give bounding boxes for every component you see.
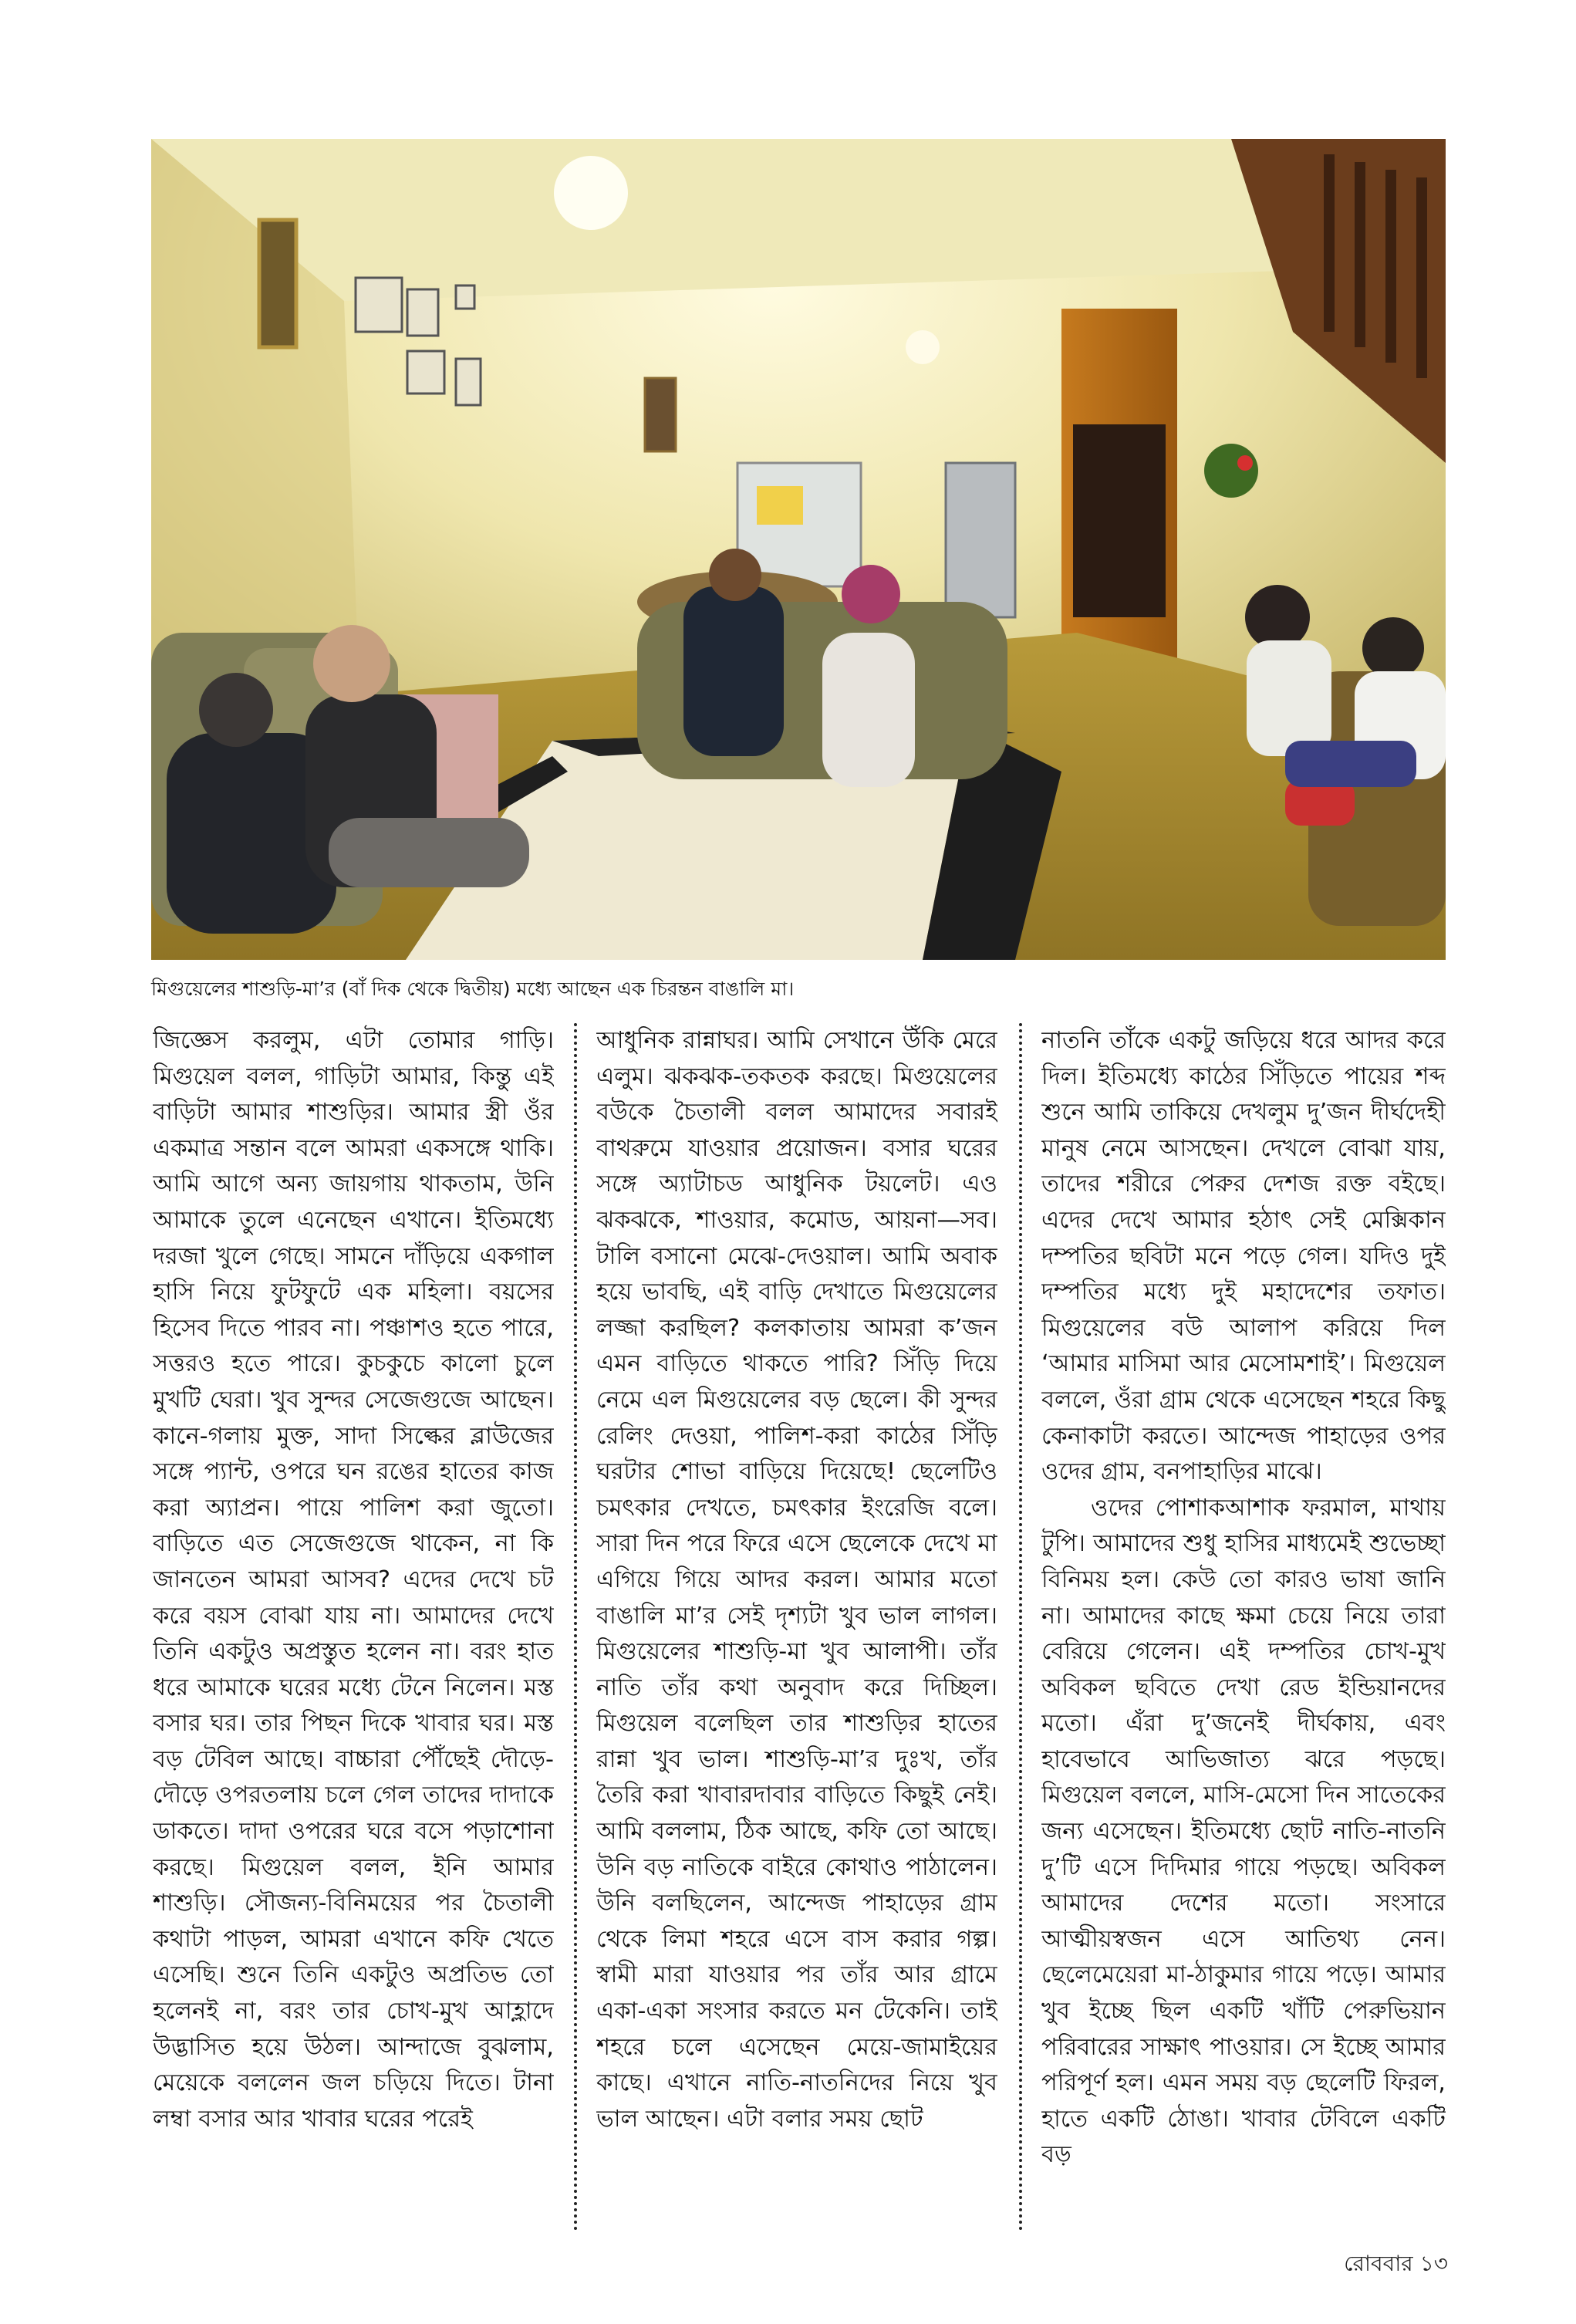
paragraph: নাতনি তাঁকে একটু জড়িয়ে ধরে আদর করে দিল। ইতিমধ্যে কাঠের সিঁড়িতে পায়ের শব্দ শুনে আমি তাকিয়ে দেখলুম দু’জন দীর্ঘদেহী মানুষ নেমে আসছেন। দেখলে বোঝা যায়, তাদের শরীরে পেরুর দেশজ রক্ত বইছে। এদের দেখে আমার হঠাৎ সেই মেক্সিকান দম্পতির ছবিটা মনে পড়ে গেল। যদিও দুই দম্পতির মধ্যে দুই মহাদেশের তফাত। মিগুয়েলের বউ আলাপ করিয়ে দিল ‘আমার মাসিমা আর মেসোমশাই’। মিগুয়েল বললে, ওঁরা গ্রাম থেকে এসেছেন শহরে কিছু কেনাকাটা করতে। আন্দেজ পাহাড়ের ওপর ওদের গ্রাম, বনপাহাড়ির মাঝে। (1041, 1027, 1446, 1486)
page-footer: রোববার ১৩ (1344, 2251, 1448, 2276)
article-column-1 (153, 1023, 554, 2234)
paragraph: ওদের পোশাকআশাক ফরমাল, মাথায় টুপি। আমাদের শুধু হাসির মাধ্যমেই শুভেচ্ছা বিনিময় হল। কেউ তো কারও ভাষা জানি না। আমাদের কাছে ক্ষমা চেয়ে নিয়ে তারা বেরিয়ে গেলেন। এই দম্পতির চোখ-মুখ অবিকল ছবিতে দেখা রেড ইন্ডিয়ানদের মতো। এঁরা দু’জনেই দীর্ঘকায়, এবং হাবেভাবে আভিজাত্য ঝরে পড়ছে। মিগুয়েল বললে, মাসি-মেসো দিন সাতেকের জন্য এসেছেন। ইতিমধ্যে ছোট নাতি-নাতনি দু’টি এসে দিদিমার গায়ে পড়ছে। অবিকল আমাদের দেশের মতো। সংসারে আত্মীয়স্বজন এসে আতিথ্য নেন। ছেলেমেয়েরা মা-ঠাকুমার গায়ে পড়ে। আমার খুব ইচ্ছে ছিল একটি খাঁটি পেরুভিয়ান পরিবারের সাক্ষাৎ পাওয়ার। সে ইচ্ছে আমার পরিপূর্ণ হল। এমন সময় বড় ছেলেটি ফিরল, হাতে একটি ঠোঙা। খাবার টেবিলে একটি বড় (1041, 1494, 1446, 2169)
article-column-2 (596, 1023, 997, 2234)
article-column-3 (1041, 1023, 1446, 2234)
paragraph: জিজ্ঞেস করলুম, এটা তোমার গাড়ি। মিগুয়েল বলল, গাড়িটা আমার, কিন্তু এই বাড়িটা আমার শাশুড়ির। আমার স্ত্রী ওঁর একমাত্র সন্তান বলে আমরা একসঙ্গে থাকি। আমি আগে অন্য জায়গায় থাকতাম, উনি আমাকে তুলে এনেছেন এখানে। ইতিমধ্যে দরজা খুলে গেছে। সামনে দাঁড়িয়ে একগাল হাসি নিয়ে ফুটফুটে এক মহিলা। বয়সের হিসেব দিতে পারব না। পঞ্চাশও হতে পারে, সত্তরও হতে পারে। কুচকুচে কালো চুলে মুখটি ঘেরা। খুব সুন্দর সেজেগুজে আছেন। কানে-গলায় মুক্ত, সাদা সিল্কের ব্লাউজের সঙ্গে প্যান্ট, ওপরে ঘন রঙের হাতের কাজ করা অ্যাপ্রন। পায়ে পালিশ করা জুতো। বাড়িতে এত সেজেগুজে থাকেন, না কি জানতেন আমরা আসব? এদের দেখে চট করে বয়স বোঝা যায় না। আমাদের দেখে তিনি একটুও অপ্রস্তুত হলেন না। বরং হাত ধরে আমাকে ঘরের মধ্যে টেনে নিলেন। মস্ত বসার ঘর। তার পিছন দিকে খাবার ঘর। মস্ত বড় টেবিল আছে। বাচ্চারা পৌঁছেই দৌড়ে-দৌড়ে ওপরতলায় চলে গেল তাদের দাদাকে ডাকতে। দাদা ওপরের ঘরে বসে পড়াশোনা করছে। মিগুয়েল বলল, ইনি আমার শাশুড়ি। সৌজন্য-বিনিময়ের পর চৈতালী কথাটা পাড়ল, আমরা এখানে কফি খেতে এসেছি। শুনে তিনি একটুও অপ্রতিভ তো হলেনই না, বরং তার চোখ-মুখ আহ্লাদে উদ্ভাসিত হয়ে উঠল। আন্দাজে বুঝলাম, মেয়েকে বললেন জল চড়িয়ে দিতে। টানা লম্বা বসার আর খাবার ঘরের পরেই (153, 1027, 554, 2133)
photo-caption: মিগুয়েলের শাশুড়ি-মা’র (বাঁ দিক থেকে দ্বিতীয়) মধ্যে আছেন এক চিরন্তন বাঙালি মা। (151, 978, 795, 1000)
column-divider (574, 1023, 577, 2231)
family-living-room-photo (151, 139, 1446, 960)
column-divider (1019, 1023, 1022, 2231)
paragraph: আধুনিক রান্নাঘর। আমি সেখানে উঁকি মেরে এলুম। ঝকঝক-তকতক করছে। মিগুয়েলের বউকে চৈতালী বলল আমাদের সবারই বাথরুমে যাওয়ার প্রয়োজন। বসার ঘরের সঙ্গে অ্যাটাচড আধুনিক টয়লেট। এও ঝকঝকে, শাওয়ার, কমোড, আয়না—সব। টালি বসানো মেঝে-দেওয়াল। আমি অবাক হয়ে ভাবছি, এই বাড়ি দেখাতে মিগুয়েলের লজ্জা করছিল? কলকাতায় আমরা ক’জন এমন বাড়িতে থাকতে পারি? সিঁড়ি দিয়ে নেমে এল মিগুয়েলের বড় ছেলে। কী সুন্দর রেলিং দেওয়া, পালিশ-করা কাঠের সিঁড়ি ঘরটার শোভা বাড়িয়ে দিয়েছে! ছেলেটিও চমৎকার দেখতে, চমৎকার ইংরেজি বলে। সারা দিন পরে ফিরে এসে ছেলেকে দেখে মা এগিয়ে গিয়ে আদর করল। আমার মতো বাঙালি মা’র সেই দৃশ্যটা খুব ভাল লাগল। মিগুয়েলের শাশুড়ি-মা খুব আলাপী। তাঁর নাতি তাঁর কথা অনুবাদ করে দিচ্ছিল। মিগুয়েল বলেছিল তার শাশুড়ির হাতের রান্না খুব ভাল। শাশুড়ি-মা’র দুঃখ, তাঁর তৈরি করা খাবারদাবার বাড়িতে কিছুই নেই। আমি বললাম, ঠিক আছে, কফি তো আছে। উনি বড় নাতিকে বাইরে কোথাও পাঠালেন। উনি বলছিলেন, আন্দেজ পাহাড়ের গ্রাম থেকে লিমা শহরে এসে বাস করার গল্প। স্বামী মারা যাওয়ার পর তাঁর আর গ্রামে একা-একা সংসার করতে মন টেকেনি। তাই শহরে চলে এসেছেন মেয়ে-জামাইয়ের কাছে। এখানে নাতি-নাতনিদের নিয়ে খুব ভাল আছেন। এটা বলার সময় ছোট (596, 1027, 997, 2133)
